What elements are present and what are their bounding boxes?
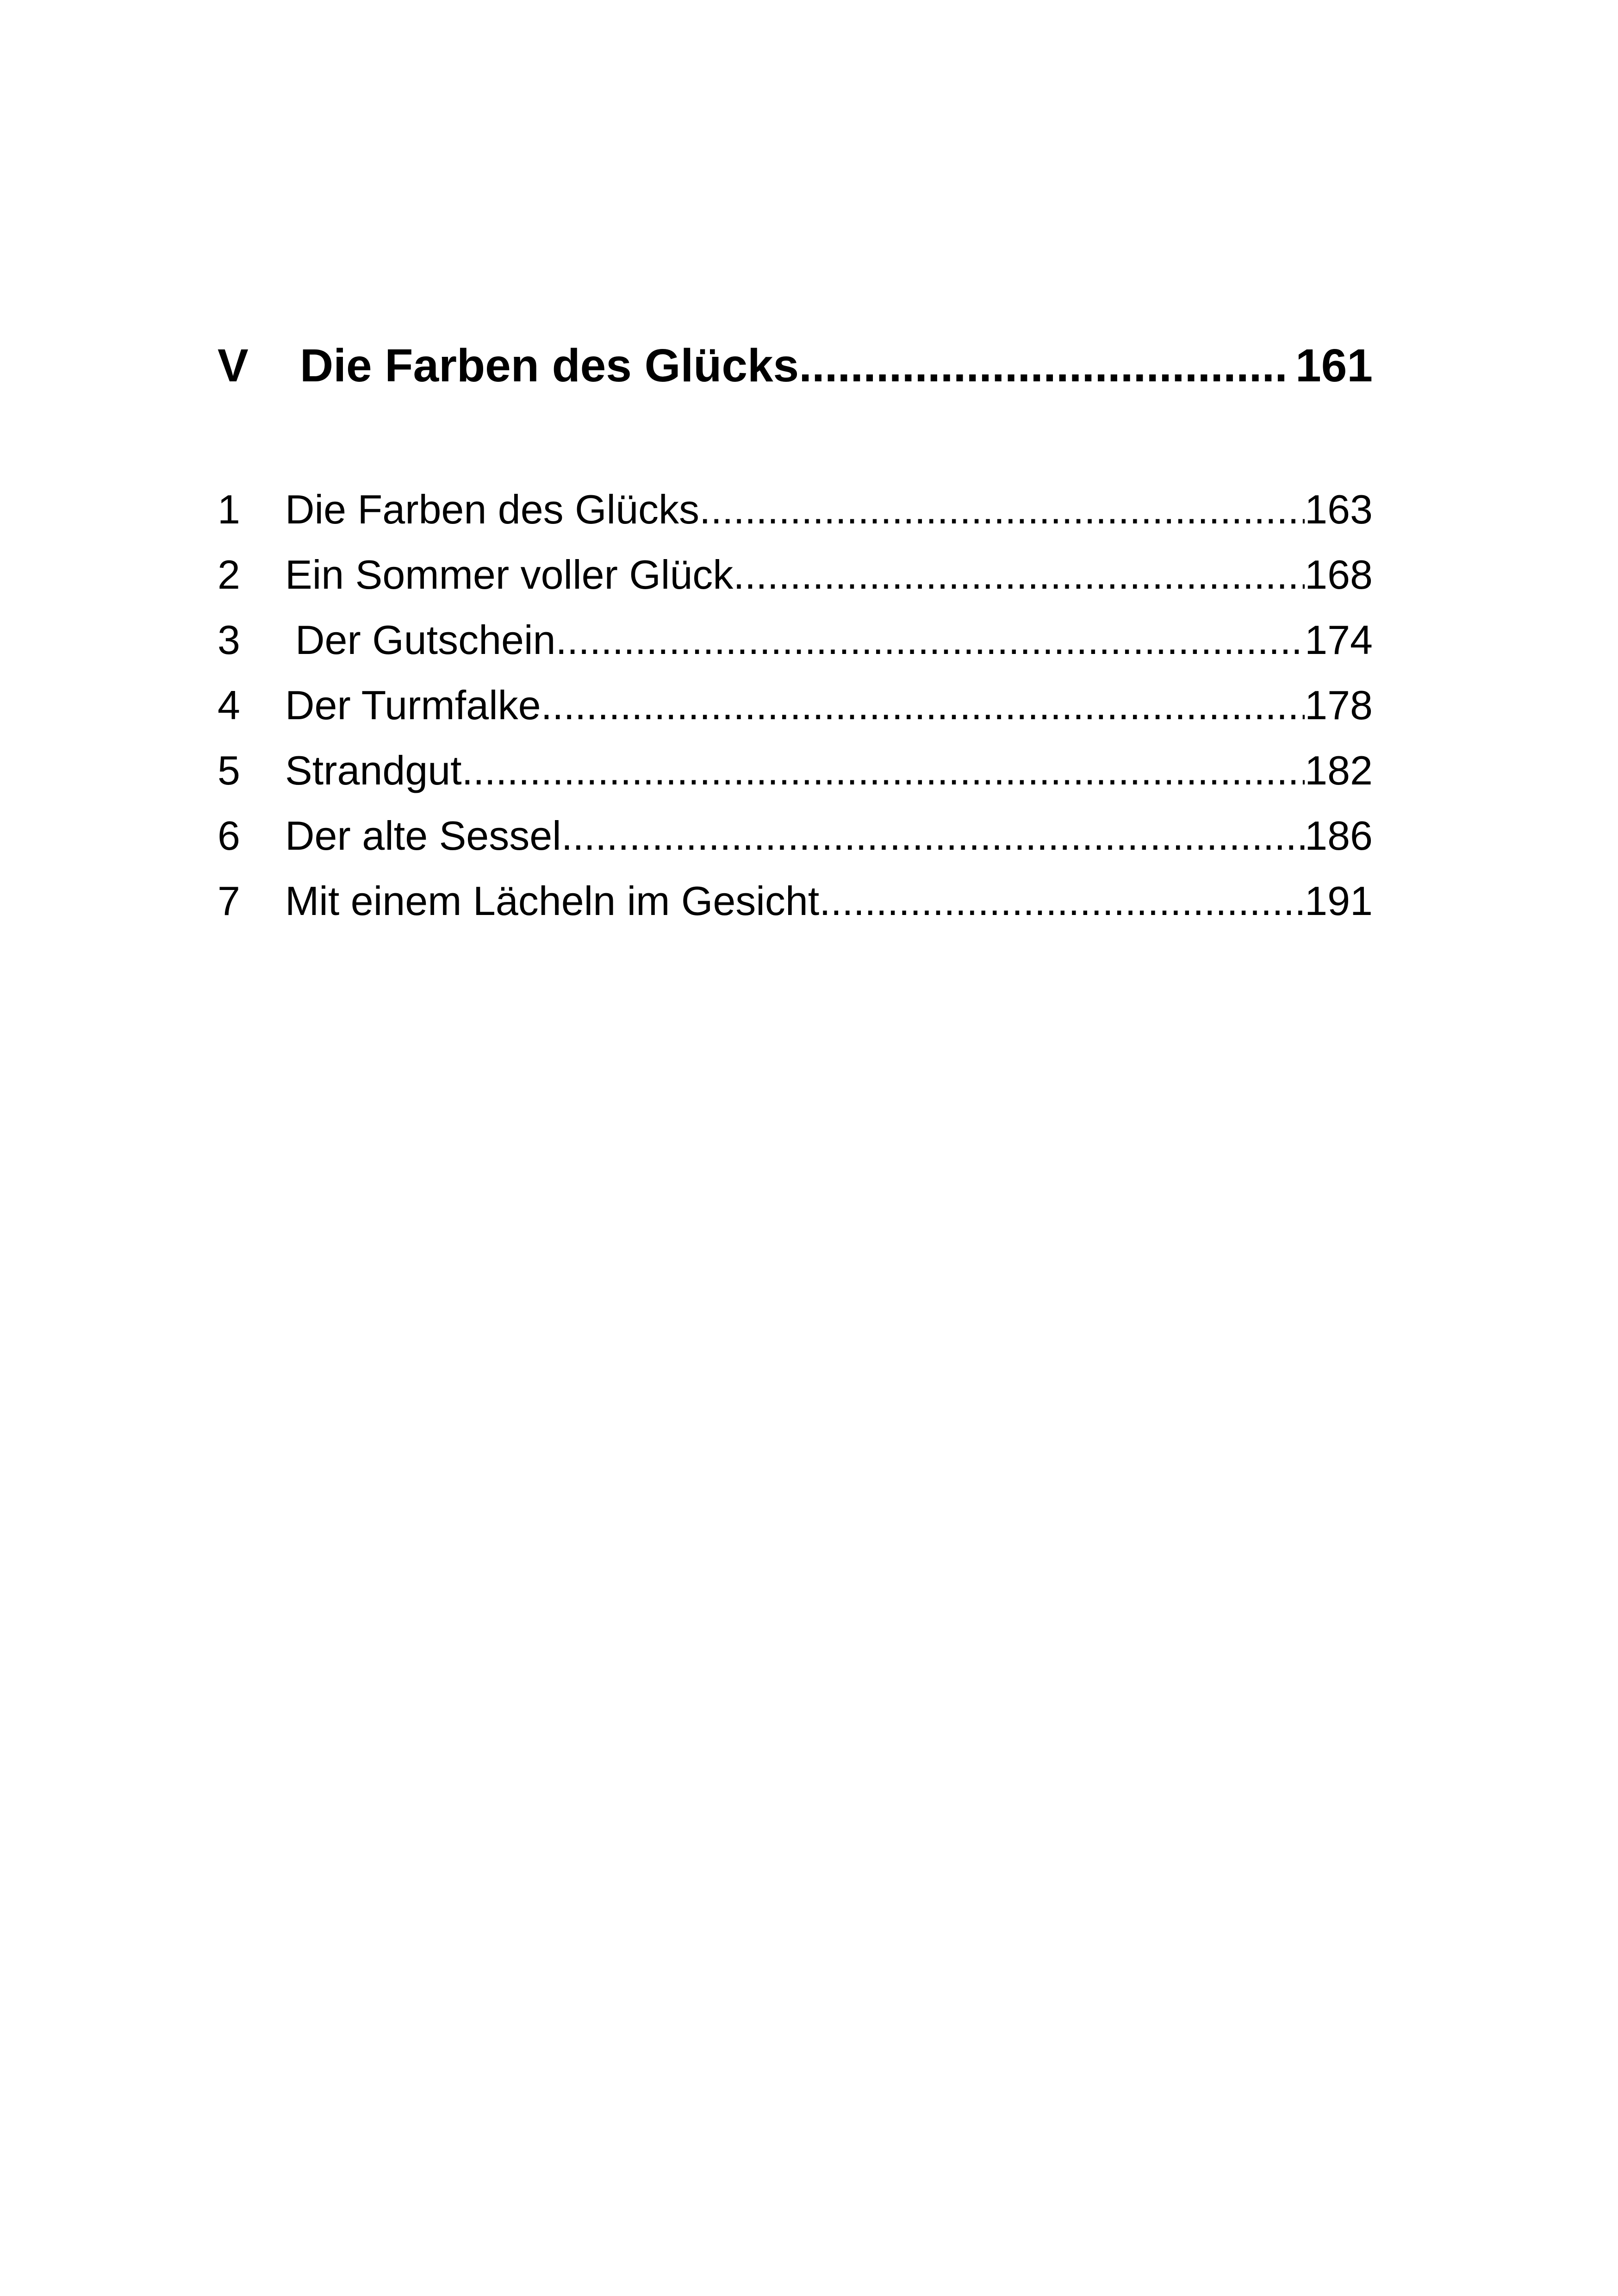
toc-chapter-entry[interactable] [218,607,1373,672]
chapter-number: 1 [218,486,240,532]
chapter-title: Die Farben des Glücks [285,486,700,532]
chapter-number: 7 [218,878,240,924]
chapter-title: Der alte Sessel [285,813,561,859]
toc-chapter-entry[interactable] [218,868,1373,933]
dot-leader [555,607,1305,672]
dot-leader [699,477,1305,542]
chapter-title: Ein Sommer voller Glück [285,552,734,597]
chapter-title: Mit einem Lächeln im Gesicht [285,878,820,924]
chapter-title: Der Gutschein [295,617,556,663]
chapter-page-number: 178 [1305,682,1373,728]
toc-chapter-entry[interactable] [218,803,1373,868]
toc-part-entry[interactable] [218,324,1373,407]
part-number: V [218,340,249,392]
chapter-list [218,477,1373,933]
chapter-number: 6 [218,813,240,859]
part-page-number: 161 [1295,340,1373,392]
chapter-number: 2 [218,552,240,597]
chapter-number: 5 [218,747,240,793]
table-of-contents [218,324,1373,933]
dot-leader [462,738,1305,803]
chapter-page-number: 182 [1305,747,1373,793]
chapter-number: 3 [218,617,240,663]
chapter-number: 4 [218,682,240,728]
toc-chapter-entry[interactable] [218,542,1373,607]
chapter-title: Strandgut [285,747,462,793]
dot-leader [819,868,1305,933]
chapter-page-number: 168 [1305,552,1373,597]
chapter-page-number: 174 [1305,617,1373,663]
toc-chapter-entry[interactable] [218,738,1373,803]
dot-leader [561,803,1305,868]
chapter-title: Der Turmfalke [285,682,541,728]
chapter-page-number: 191 [1305,878,1373,924]
dot-leader [541,672,1305,738]
chapter-page-number: 186 [1305,813,1373,859]
toc-chapter-entry[interactable] [218,477,1373,542]
part-title: Die Farben des Glücks [300,340,799,392]
toc-chapter-entry[interactable] [218,672,1373,738]
dot-leader [799,324,1287,407]
chapter-page-number: 163 [1305,486,1373,532]
dot-leader [733,542,1305,607]
